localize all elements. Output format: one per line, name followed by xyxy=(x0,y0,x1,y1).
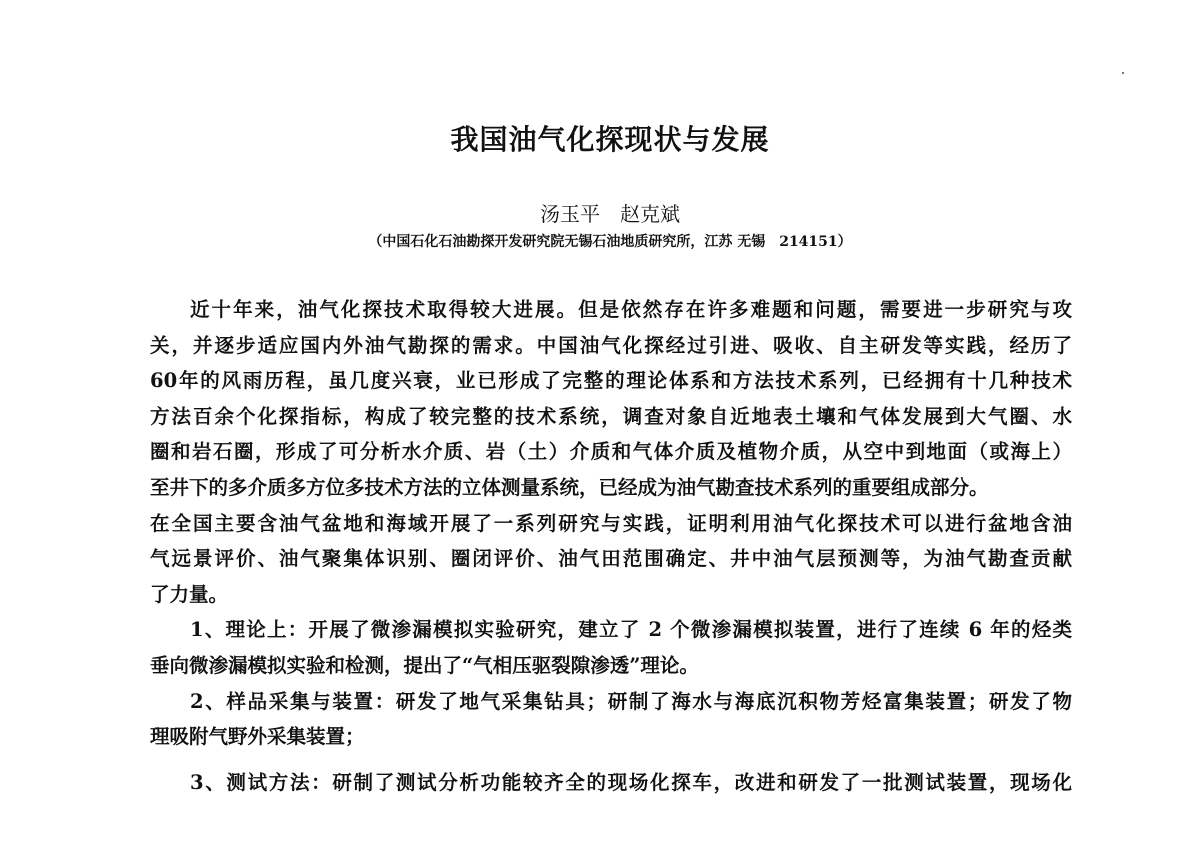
text-line: 1、理论上：开展了微渗漏模拟实验研究，建立了 2 个微渗漏模拟装置，进行了连续 6 年的烃类 xyxy=(190,618,1072,642)
text-line: 至井下的多介质多方位多技术方法的立体测量系统，已经成为油气勘查技术系列的重要组成部分。 xyxy=(150,475,989,499)
text-line: 垂向微渗漏模拟实验和检测，提出了“气相压驱裂隙渗透”理论。 xyxy=(150,653,699,677)
text-line: 了力量。 xyxy=(150,582,229,606)
authors: 汤玉平 赵克斌 xyxy=(540,202,680,226)
text-line: 关，并逐步适应国内外油气勘探的需求。中国油气化探经过引进、吸收、自主研发等实践，经历了 xyxy=(150,333,1072,357)
text-line: 3、测试方法：研制了测试分析功能较齐全的现场化探车，改进和研发了一批测试装置，现场化 xyxy=(190,770,1072,794)
scan-speck xyxy=(1122,72,1124,74)
text-line: 60年的风雨历程，虽几度兴衰，业已形成了完整的理论体系和方法技术系列，已经拥有十几种技术 xyxy=(150,369,1072,393)
text-line: 近十年来，油气化探技术取得较大进展。但是依然存在许多难题和问题，需要进一步研究与攻 xyxy=(190,298,1072,321)
text-line: 2、样品采集与装置：研发了地气采集钻具；研制了海水与海底沉积物芳烃富集装置；研发了物 xyxy=(190,689,1072,713)
text-line: 在全国主要含油气盆地和海域开展了一系列研究与实践，证明利用油气化探技术可以进行盆地含油 xyxy=(150,511,1072,535)
affiliation: （中国石化石油勘探开发研究院无锡石油地质研究所，江苏 无锡 214151） xyxy=(368,234,852,250)
article-body xyxy=(150,292,1072,800)
text-line: 气远景评价、油气聚集体识别、圈闭评价、油气田范围确定、井中油气层预测等，为油气勘查贡献 xyxy=(150,547,1072,571)
text-line: 圈和岩石圈，形成了可分析水介质、岩（土）介质和气体介质及植物介质，从空中到地面（或海上） xyxy=(150,440,1072,464)
page-title: 我国油气化探现状与发展 xyxy=(450,123,770,156)
text-line: 理吸附气野外采集装置； xyxy=(150,725,365,749)
text-line: 方法百余个化探指标，构成了较完整的技术系统，调查对象自近地表土壤和气体发展到大气圈、水 xyxy=(150,404,1072,428)
